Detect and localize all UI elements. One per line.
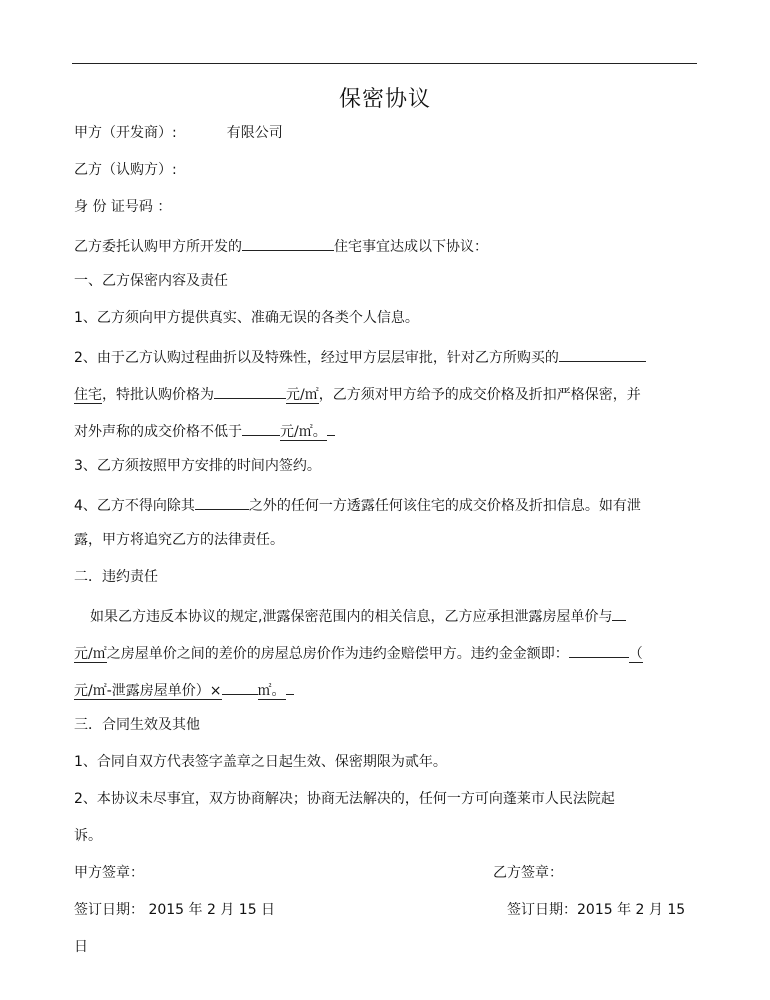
- header-rule: [72, 63, 697, 64]
- intro-text-before: 乙方委托认购甲方所开发的: [74, 239, 242, 255]
- section1-item1: 1、乙方须向甲方提供真实、准确无误的各类个人信息。: [74, 310, 419, 326]
- section2-text1: 如果乙方违反本协议的规定,泄露保密范围内的相关信息，乙方应承担泄露房屋单价与: [90, 609, 613, 625]
- approved-price-blank[interactable]: [214, 382, 286, 399]
- section1-item2-line3: [74, 419, 335, 442]
- section2-text2: 之房屋单价之间的差价的房屋总房价作为违约金赔偿甲方。违约金金额即：: [106, 646, 569, 662]
- housing-text: 住宅: [74, 387, 102, 403]
- section2-line3: [74, 678, 294, 701]
- section1-item4-line2: 露，甲方将追究乙方的法律责任。: [74, 532, 284, 548]
- section1-item2-line2: [74, 382, 641, 405]
- party-a-line: [74, 123, 283, 143]
- section2-line1: [90, 604, 626, 627]
- leak-unit: 元/㎡: [74, 646, 107, 662]
- price-unit: 元/㎡: [286, 387, 319, 403]
- section1-item3: 3、乙方须按照甲方安排的时间内签约。: [74, 458, 321, 474]
- area-blank[interactable]: [222, 678, 258, 695]
- section3-item2-line2: 诉。: [74, 828, 102, 844]
- underline-tail-2: [286, 678, 294, 695]
- penalty-blank[interactable]: [569, 641, 629, 658]
- intro-line: [74, 234, 488, 257]
- document-title: 保密协议: [338, 87, 431, 112]
- formula-text: 元/㎡-泄露房屋单价）×: [74, 683, 222, 699]
- project-name-blank[interactable]: [242, 234, 334, 251]
- party-b-sign-date-continued: 日: [74, 939, 88, 955]
- party-a-value: 有限公司: [226, 125, 283, 141]
- id-number-line: [74, 197, 171, 217]
- excluded-party-blank[interactable]: [195, 493, 249, 510]
- section3-heading: 三．合同生效及其他: [74, 717, 200, 733]
- underline-tail: [327, 419, 335, 436]
- section1-item2-line1: [74, 345, 646, 368]
- declared-price-blank[interactable]: [242, 419, 280, 436]
- item4-text-a: 4、乙方不得向除其: [74, 498, 195, 514]
- declared-price-text: 对外声称的成交价格不低于: [74, 424, 242, 440]
- section1-item4-line1: [74, 493, 641, 516]
- section3-item1: 1、合同自双方代表签字盖章之日起生效、保密期限为贰年。: [74, 754, 447, 770]
- section1-heading: 一、乙方保密内容及责任: [74, 273, 228, 289]
- price-text: ，特批认购价格为: [102, 387, 214, 403]
- intro-text-after: 住宅事宜达成以下协议：: [334, 239, 488, 255]
- section3-item2-line1: 2、本协议未尽事宜，双方协商解决；协商无法解决的，任何一方可向蓬莱市人民法院起: [74, 791, 615, 807]
- section2-heading: 二．违约责任: [74, 569, 158, 585]
- party-b-label: 乙方（认购方）:: [74, 162, 177, 178]
- party-a-label: 甲方（开发商）:: [74, 125, 177, 141]
- declared-price-unit: 元/㎡。: [280, 424, 327, 440]
- confidentiality-text: ，乙方须对甲方给予的成交价格及折扣严格保密，并: [318, 387, 641, 403]
- party-a-sign-date: 签订日期： 2015 年 2 月 15 日: [74, 902, 276, 918]
- item4-text-b: 之外的任何一方透露任何该住宅的成交价格及折扣信息。如有泄: [248, 498, 641, 514]
- purchased-unit-blank[interactable]: [559, 345, 646, 362]
- item2-text: 2、由于乙方认购过程曲折以及特殊性，经过甲方层层审批，针对乙方所购买的: [74, 350, 559, 366]
- id-number-label: 身 份 证号码 ：: [74, 199, 172, 215]
- area-unit: ㎡。: [257, 683, 286, 699]
- party-a-signature-label: 甲方签章：: [74, 865, 144, 881]
- leaked-price-blank[interactable]: [612, 604, 626, 621]
- section2-line2: [74, 641, 643, 664]
- party-b-line: [74, 160, 177, 180]
- party-b-sign-date: 签订日期：2015 年 2 月 15: [507, 902, 686, 918]
- party-b-signature-label: 乙方签章：: [493, 865, 563, 881]
- paren-open: （: [628, 646, 643, 662]
